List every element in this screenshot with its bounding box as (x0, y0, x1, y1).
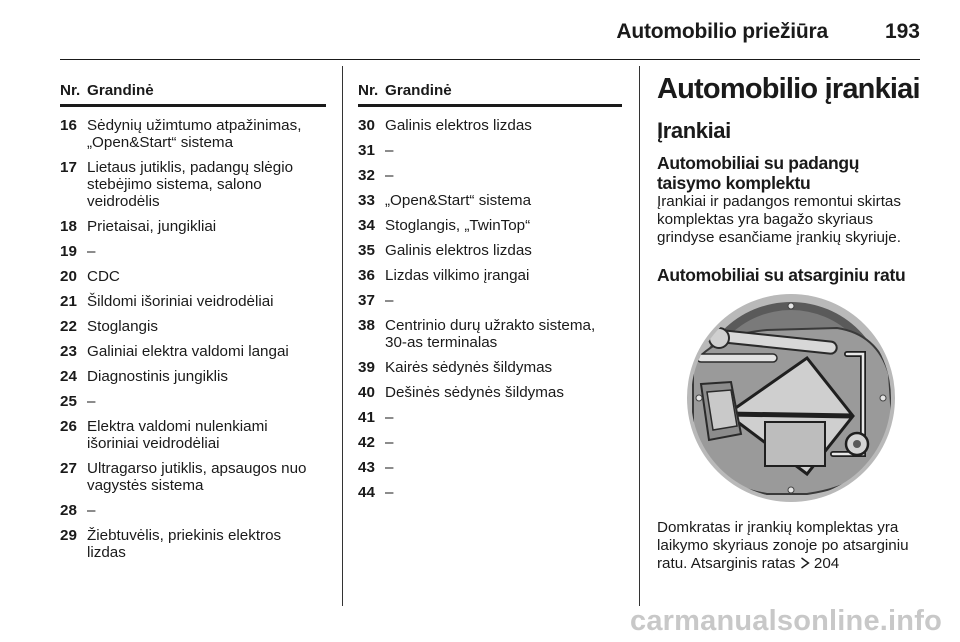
fuse-number: 31 (358, 142, 375, 159)
table-row (358, 192, 622, 209)
jack-and-tools-illustration (657, 294, 920, 508)
tools-section (657, 72, 920, 285)
fuse-number: 41 (358, 409, 375, 426)
circuit-description: Galinis elektros lizdas (385, 242, 532, 259)
fuse-number: 29 (60, 527, 77, 544)
table-row (60, 343, 326, 360)
circuit-description: Elektra valdomi nulenkiami išoriniai veidrodėliai (87, 418, 268, 452)
table-row (358, 359, 622, 376)
table-row (358, 459, 622, 476)
circuit-description: – (385, 167, 394, 184)
circuit-description: – (385, 142, 394, 159)
arrow-ref-icon-svg (800, 557, 810, 569)
watermark: carmanualsonline.info (630, 605, 942, 637)
page-header (60, 0, 920, 60)
circuit-description: Lizdas vilkimo įrangai (385, 267, 530, 284)
circuit-description: Stoglangis (87, 318, 158, 335)
circuit-description: – (385, 409, 394, 426)
subsection-heading: Įrankiai (657, 118, 731, 143)
section-heading: Automobilio įrankiai (657, 73, 920, 105)
fuse-number: 28 (60, 502, 77, 519)
circuit-description: Lietaus jutiklis, padangų slėgio stebėjimo sistema, salono veidrodėlis (87, 159, 294, 210)
table-header (60, 82, 326, 107)
fuse-number: 20 (60, 268, 77, 285)
fuse-number: 22 (60, 318, 77, 335)
circuit-description: Stoglangis, „TwinTop“ (385, 217, 531, 234)
fuse-table-left (60, 82, 326, 561)
col-header-circuit: Grandinė (87, 82, 154, 99)
table-row (60, 293, 326, 310)
fuse-number: 42 (358, 434, 375, 451)
paragraph-repair-kit: Įrankiai ir padangos remontui skirtas komplektas yra bagažo skyriaus grindyse esančiame įrankių skyriuje. (657, 193, 901, 246)
fuse-table-middle (358, 82, 622, 501)
circuit-description: Dešinės sėdynės šildymas (385, 384, 564, 401)
circuit-description: CDC (87, 268, 120, 285)
col-header-nr: Nr. (60, 82, 81, 99)
circuit-description: „Open&Start“ sistema (385, 192, 532, 209)
table-row (358, 484, 622, 501)
fuse-number: 35 (358, 242, 375, 259)
col-header-nr: Nr. (358, 82, 379, 99)
table-row (358, 217, 622, 234)
fuse-number: 17 (60, 159, 77, 176)
fuse-number: 43 (358, 459, 375, 476)
fuse-number: 23 (60, 343, 77, 360)
fuse-number: 44 (358, 484, 375, 501)
table-row (358, 434, 622, 451)
fuse-number: 30 (358, 117, 375, 134)
column-divider (342, 66, 343, 606)
caption-page-ref: 204 (813, 555, 840, 572)
table-row (60, 268, 326, 285)
column-divider (639, 66, 640, 606)
col-header-circuit: Grandinė (385, 82, 452, 99)
table-row (358, 167, 622, 184)
table-row (60, 502, 326, 519)
circuit-description: Sėdynių užimtumo atpažinimas, „Open&Start“ sistema (87, 117, 302, 151)
table-row (358, 242, 622, 259)
table-row (60, 418, 326, 452)
fuse-number: 26 (60, 418, 77, 435)
circuit-description: Ultragarso jutiklis, apsaugos nuo vagystės sistema (87, 460, 307, 494)
fuse-number: 36 (358, 267, 375, 284)
fuse-number: 32 (358, 167, 375, 184)
circuit-description: – (385, 459, 394, 476)
page-number: 193 (884, 20, 920, 43)
caption-text: Domkratas ir įrankių komplektas yra laikymo skyriaus zonoje po atsarginiu ratu. Atsarginis ratas (657, 519, 909, 572)
circuit-description: Galiniai elektra valdomi langai (87, 343, 289, 360)
table-row (60, 368, 326, 385)
fuse-number: 18 (60, 218, 77, 235)
fuse-number: 24 (60, 368, 77, 385)
table-row (358, 409, 622, 426)
circuit-description: Žiebtuvėlis, priekinis elektros lizdas (87, 527, 282, 561)
table-row (60, 243, 326, 260)
fuse-number: 34 (358, 217, 375, 234)
circuit-description: – (87, 502, 96, 519)
table-row (60, 318, 326, 335)
table-row (358, 292, 622, 309)
page-title: Automobilio priežiūra (616, 20, 828, 43)
circuit-description: Centrinio durų užrakto sistema, 30-as terminalas (385, 317, 596, 351)
fuse-number: 25 (60, 393, 77, 410)
circuit-description: Kairės sėdynės šildymas (385, 359, 553, 376)
jack-illustration-svg (657, 294, 920, 508)
circuit-description: Galinis elektros lizdas (385, 117, 532, 134)
table-row (60, 527, 326, 561)
heading-spare-wheel: Automobiliai su atsarginiu ratu (657, 265, 906, 285)
circuit-description: Prietaisai, jungikliai (87, 218, 217, 235)
fuse-number: 38 (358, 317, 375, 334)
table-row (358, 117, 622, 134)
circuit-description: – (385, 292, 394, 309)
table-row (60, 159, 326, 210)
fuse-number: 37 (358, 292, 375, 309)
fuse-number: 33 (358, 192, 375, 209)
table-row (358, 317, 622, 351)
table-row (60, 218, 326, 235)
table-row (60, 117, 326, 151)
figure-caption (657, 519, 922, 573)
fuse-number: 39 (358, 359, 375, 376)
fuse-number: 40 (358, 384, 375, 401)
fuse-number: 27 (60, 460, 77, 477)
arrow-ref-icon (800, 556, 810, 571)
fuse-number: 16 (60, 117, 77, 134)
circuit-description: – (385, 434, 394, 451)
heading-repair-kit: Automobiliai su padangų taisymo komplektu (657, 153, 860, 193)
fuse-number: 19 (60, 243, 77, 260)
circuit-description: – (385, 484, 394, 501)
circuit-description: Diagnostinis jungiklis (87, 368, 228, 385)
table-row (358, 267, 622, 284)
table-row (358, 384, 622, 401)
circuit-description: – (87, 243, 96, 260)
fuse-number: 21 (60, 293, 77, 310)
table-row (60, 393, 326, 410)
table-header (358, 82, 622, 107)
circuit-description: Šildomi išoriniai veidrodėliai (87, 293, 274, 310)
table-row (60, 460, 326, 494)
table-row (358, 142, 622, 159)
circuit-description: – (87, 393, 96, 410)
